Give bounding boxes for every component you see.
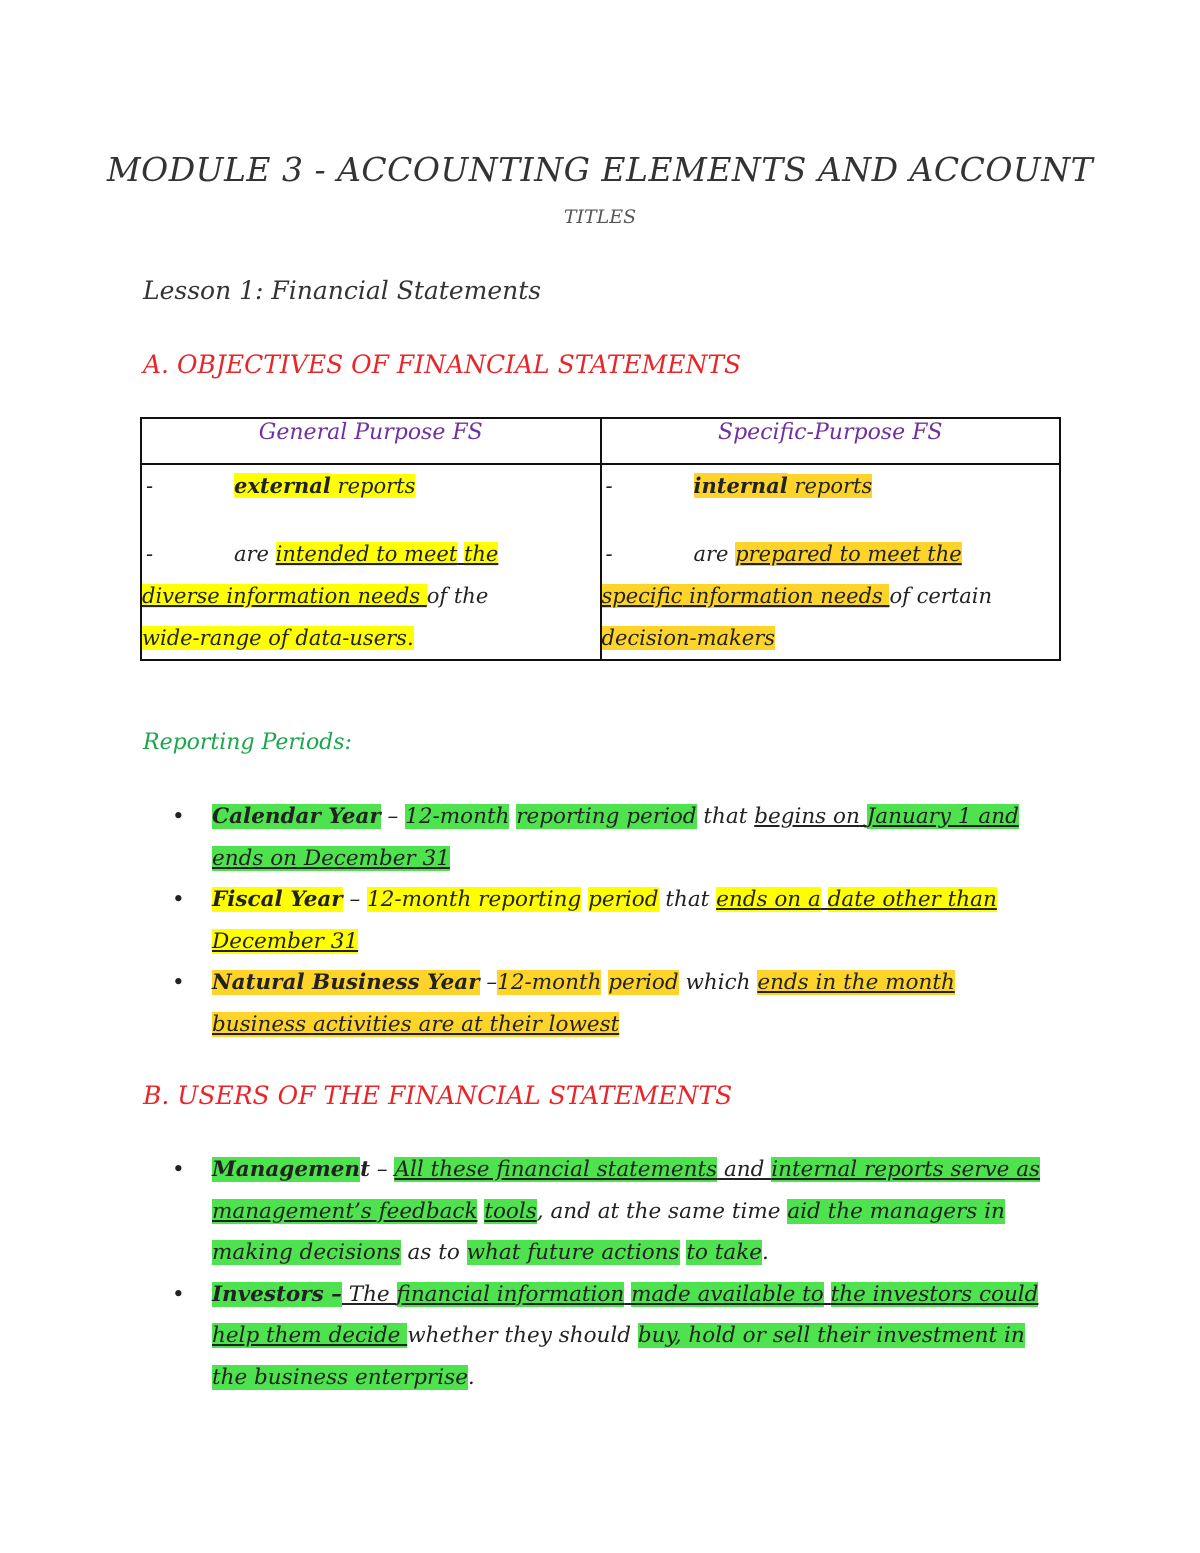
bullet-icon: •: [172, 887, 185, 912]
bullet-icon: •: [172, 1157, 185, 1182]
module-title: MODULE 3 - ACCOUNTING ELEMENTS AND ACCOUNT: [106, 150, 1094, 189]
bullet-icon: •: [172, 804, 185, 829]
module-title-continued: TITLES: [563, 206, 637, 228]
list-item: • Management – All these financial statements and internal reports serve as management’s feedback tools, and at the same time aid the managers in making decisions as to what future actions to take.: [140, 1149, 1050, 1274]
specific-line-3: specific information needs of certain: [601, 584, 993, 608]
specific-line-1: - internal reports: [605, 473, 873, 498]
section-a-heading: A. OBJECTIVES OF FINANCIAL STATEMENTS: [143, 350, 742, 379]
general-line-3: diverse information needs of the: [142, 584, 489, 608]
general-line-4: wide-range of data-users.: [142, 626, 414, 650]
list-item: • Natural Business Year –12-month period which ends in the month business activities are at their lowest: [140, 962, 1050, 1045]
specific-line-4: decision-makers: [601, 626, 776, 650]
general-purpose-header: General Purpose FS: [141, 418, 601, 464]
bullet-icon: •: [172, 1281, 185, 1307]
list-item: • Calendar Year – 12-month reporting period that begins on January 1 and ends on December 31: [140, 796, 1050, 879]
list-item: • Investors – The financial information made available to the investors could help them decide whether they should buy, hold or sell their investment in the business enterprise.: [140, 1274, 1050, 1399]
general-purpose-cell: [141, 464, 601, 660]
users-list: [140, 1149, 1050, 1398]
general-line-2: - are intended to meet the: [146, 542, 499, 566]
specific-line-2: - are prepared to meet the: [605, 542, 962, 566]
section-b-heading: B. USERS OF THE FINANCIAL STATEMENTS: [143, 1081, 733, 1110]
reporting-periods-heading: Reporting Periods:: [143, 730, 352, 755]
fs-comparison-table: [140, 417, 1061, 661]
lesson-heading: Lesson 1: Financial Statements: [143, 276, 542, 305]
list-item: • Fiscal Year – 12-month reporting period that ends on a date other than December 31: [140, 879, 1050, 962]
specific-purpose-cell: [601, 464, 1061, 660]
specific-purpose-header: Specific-Purpose FS: [601, 418, 1061, 464]
bullet-icon: •: [172, 970, 185, 995]
general-line-1: - external reports: [146, 473, 416, 498]
reporting-periods-list: [140, 796, 1050, 1045]
